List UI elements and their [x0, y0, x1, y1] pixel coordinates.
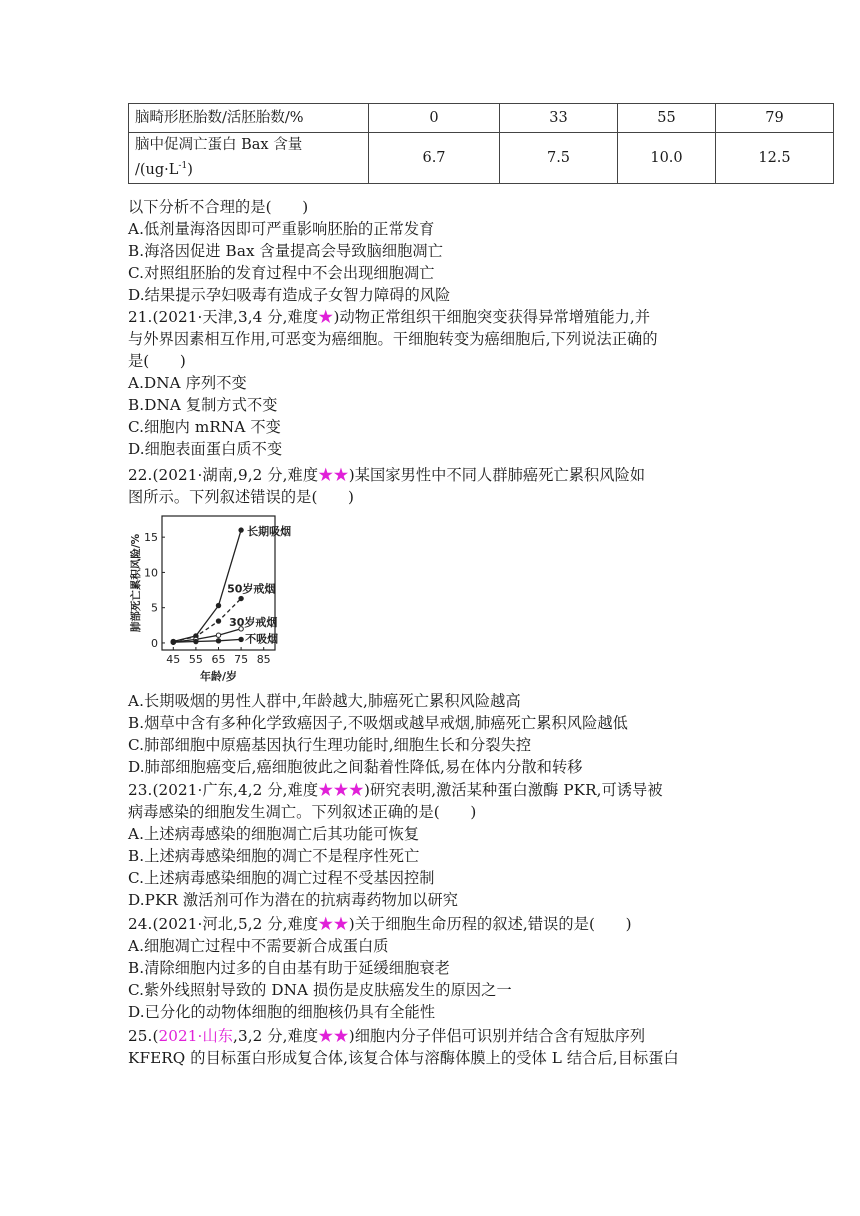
option-c: C.上述病毒感染细胞的凋亡过程不受基因控制 — [128, 869, 435, 887]
y-tick-label: 5 — [151, 601, 158, 615]
table-cell: 10.0 — [618, 133, 716, 184]
question-21-line: 21.(2021·天津,3,4 分,难度★)动物正常组织干细胞突变获得异常增殖能力,并 — [128, 308, 651, 326]
x-tick-label: 55 — [188, 653, 203, 666]
table-row-label: 脑中促凋亡蛋白 Bax 含量 $/(ug\cdot L^{-1})$ — [129, 133, 369, 184]
x-tick-label: 65 — [211, 653, 226, 666]
question-25-line: 25.(2021·山东,3,2 分,难度★★)细胞内分子伴侣可识别并结合含有短肽序列 — [128, 1027, 646, 1045]
data-point — [216, 619, 220, 623]
data-table — [128, 103, 834, 184]
difficulty-stars: ★★ — [318, 466, 349, 484]
data-point — [216, 603, 220, 607]
data-point — [239, 528, 243, 532]
x-tick-label: 85 — [256, 653, 271, 666]
option-b: B.海洛因促进 Bax 含量提高会导致脑细胞凋亡 — [128, 242, 444, 260]
option-a: A.长期吸烟的男性人群中,年龄越大,肺癌死亡累积风险越高 — [128, 692, 521, 710]
question-23-line: 23.(2021·广东,4,2 分,难度★★★)研究表明,激活某种蛋白激酶 PKR,可诱导被 — [128, 781, 663, 799]
x-tick-label: 45 — [166, 653, 181, 666]
option-a: A.低剂量海洛因即可严重影响胚胎的正常发育 — [128, 220, 435, 238]
option-a: A.DNA 序列不变 — [128, 374, 247, 392]
option-b: B.烟草中含有多种化学致癌因子,不吸烟或越早戒烟,肺癌死亡累积风险越低 — [128, 714, 628, 732]
table-cell: 33 — [500, 104, 618, 133]
table-cell: 6.7 — [369, 133, 500, 184]
difficulty-stars: ★ — [318, 308, 334, 326]
y-axis-label: 肺部死亡累积风险/% — [130, 533, 142, 633]
table-row — [129, 133, 834, 184]
difficulty-stars: ★★ — [318, 1027, 349, 1045]
option-a: A.细胞凋亡过程中不需要新合成蛋白质 — [128, 937, 389, 955]
question-22-line: 22.(2021·湖南,9,2 分,难度★★)某国家男性中不同人群肺癌死亡累积风险如 — [128, 466, 646, 484]
option-c: C.细胞内 mRNA 不变 — [128, 418, 281, 436]
option-a: A.上述病毒感染的细胞凋亡后其功能可恢复 — [128, 825, 420, 843]
source-highlight: 2021·山东 — [158, 1027, 234, 1045]
option-d: D.PKR 激活剂可作为潜在的抗病毒药物加以研究 — [128, 891, 459, 909]
option-b: B.上述病毒感染细胞的凋亡不是程序性死亡 — [128, 847, 420, 865]
data-point — [239, 596, 243, 600]
option-c: C.对照组胚胎的发育过程中不会出现细胞凋亡 — [128, 264, 435, 282]
question-22-line: 图所示。下列叙述错误的是( ) — [128, 488, 355, 506]
y-tick-label: 15 — [144, 531, 158, 545]
option-c: C.紫外线照射导致的 DNA 损伤是皮肤癌发生的原因之一 — [128, 981, 512, 999]
question-21-line: 与外界因素相互作用,可恶变为癌细胞。干细胞转变为癌细胞后,下列说法正确的 — [128, 330, 658, 348]
option-d: D.已分化的动物体细胞的细胞核仍具有全能性 — [128, 1003, 436, 1021]
option-b: B.DNA 复制方式不变 — [128, 396, 278, 414]
question-21-line: 是( ) — [128, 352, 186, 370]
table-cell: 79 — [716, 104, 834, 133]
table-cell: 12.5 — [716, 133, 834, 184]
series-label: 30岁戒烟 — [229, 615, 278, 629]
series-label: 长期吸烟 — [247, 525, 292, 539]
x-axis-label: 年龄/岁 — [199, 670, 238, 683]
series-label: 不吸烟 — [245, 632, 279, 646]
difficulty-stars: ★★★ — [318, 781, 365, 799]
table-cell: 7.5 — [500, 133, 618, 184]
question-23-line: 病毒感染的细胞发生凋亡。下列叙述正确的是( ) — [128, 803, 477, 821]
question-24-line: 24.(2021·河北,5,2 分,难度★★)关于细胞生命历程的叙述,错误的是( ) — [128, 915, 632, 933]
data-point — [171, 640, 175, 644]
option-d: D.肺部细胞癌变后,癌细胞彼此之间黏着性降低,易在体内分散和转移 — [128, 758, 583, 776]
y-tick-label: 0 — [151, 636, 158, 650]
y-tick-label: 10 — [144, 566, 158, 580]
data-point — [239, 637, 243, 641]
option-b: B.清除细胞内过多的自由基有助于延缓细胞衰老 — [128, 959, 450, 977]
data-point — [216, 639, 220, 643]
x-tick-label: 75 — [234, 653, 249, 666]
series-label: 50岁戒烟 — [227, 582, 276, 596]
difficulty-stars: ★★ — [318, 915, 349, 933]
question-25-line: KFERQ 的目标蛋白形成复合体,该复合体与溶酶体膜上的受体 L 结合后,目标蛋白 — [128, 1049, 679, 1067]
data-point — [216, 633, 220, 637]
table-cell: 0 — [369, 104, 500, 133]
table-row-label: 脑畸形胚胎数/活胚胎数/% — [129, 104, 369, 133]
table-row — [129, 104, 834, 133]
lung-cancer-risk-chart — [128, 512, 292, 687]
option-d: D.结果提示孕妇吸毒有造成子女智力障碍的风险 — [128, 286, 451, 304]
option-d: D.细胞表面蛋白质不变 — [128, 440, 283, 458]
option-c: C.肺部细胞中原癌基因执行生理功能时,细胞生长和分裂失控 — [128, 736, 532, 754]
data-point — [194, 639, 198, 643]
question-stem: 以下分析不合理的是( ) — [128, 198, 309, 216]
table-cell: 55 — [618, 104, 716, 133]
